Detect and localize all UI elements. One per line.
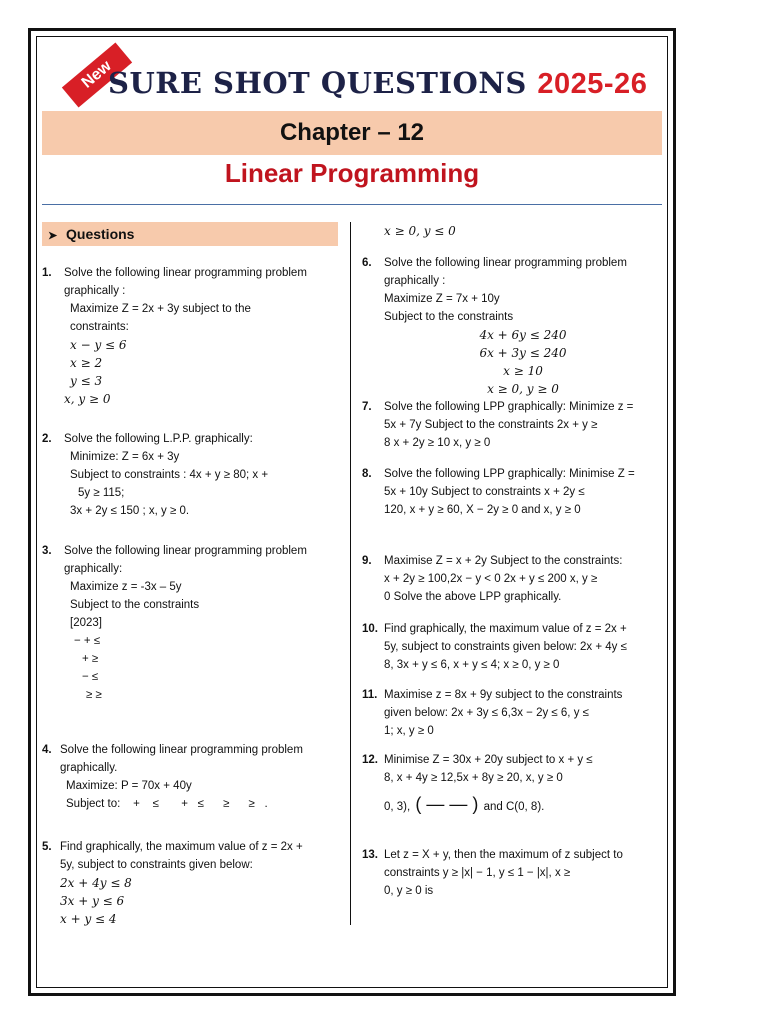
question-number: 10. [362,623,378,635]
constraint: x ≥ 0, y ≤ 0 [384,224,456,238]
question-text: Subject to constraints : 4x + y ≥ 80; x + [70,469,269,481]
question-6 [362,254,662,398]
question-number: 6. [362,257,372,269]
question-number: 1. [42,267,52,279]
questions-section-header [42,222,338,246]
question-number: 5. [42,841,52,853]
fraction-point: ( — — ) [415,794,479,814]
constraint: x − y ≤ 6 [70,338,127,352]
chapter-heading: Chapter – 12 [42,111,662,155]
question-text [384,795,662,816]
question-text: Maximize z = -3x – 5y [70,581,182,593]
question-text: x + 2y ≥ 100,2x − y < 0 2x + y ≤ 200 x, y ≥ [384,573,598,585]
question-text: Find graphically, the maximum value of z = 2x + [60,841,303,853]
question-text: 5x + 10y Subject to constraints x + 2y ≤ [384,486,585,498]
constraint: 6x + 3y ≤ 240 [479,346,567,360]
question-text: graphically. [60,762,118,774]
constraint: x + y ≤ 4 [60,912,117,926]
question-text: 8, 3x + y ≤ 6, x + y ≤ 4; x ≥ 0, y ≥ 0 [384,659,560,671]
question-text: graphically : [384,275,446,287]
question-text: given below: 2x + 3y ≤ 6,3x − 2y ≤ 6, y ≤ [384,707,589,719]
new-ribbon-badge: New [62,43,132,108]
question-number: 3. [42,545,52,557]
question-5-continued [362,222,662,240]
constraint: − ≤ [82,671,99,683]
constraint: y ≤ 3 [70,374,103,388]
constraint: x, y ≥ 0 [64,392,111,406]
question-text: 120, x + y ≥ 60, X − 2y ≥ 0 and x, y ≥ 0 [384,504,581,516]
question-text: Minimise Z = 30x + 20y subject to x + y ≤ [384,754,593,766]
constraint: 3x + y ≤ 6 [60,894,125,908]
point-fragment: and C(0, 8). [483,801,545,813]
question-text: [2023] [70,617,102,629]
question-text: 5x + 7y Subject to the constraints 2x + y ≥ [384,419,598,431]
question-text: 0 Solve the above LPP graphically. [384,591,562,603]
question-text: Maximise Z = x + 2y Subject to the constraints: [384,555,623,567]
constraint: 2x + 4y ≤ 8 [60,876,132,890]
question-1 [42,264,334,408]
constraint: ≥ ≥ [86,689,102,701]
question-9 [362,552,662,606]
question-number: 13. [362,849,378,861]
question-text: Maximise z = 8x + 9y subject to the constraints [384,689,623,701]
question-text: Maximize: P = 70x + 40y [66,780,192,792]
constraint: x ≥ 2 [70,356,103,370]
question-number: 11. [362,689,378,701]
question-12 [362,751,662,816]
point-fragment: 0, 3), [384,801,411,813]
question-text: Subject to: + ≤ + ≤ ≥ ≥ . [66,798,268,810]
question-10 [362,620,662,674]
question-number: 4. [42,744,52,756]
question-text: Solve the following linear programming problem [64,267,307,279]
question-number: 12. [362,754,378,766]
question-text: constraints y ≥ |x| − 1, y ≤ 1 − |x|, x ≥ [384,867,571,879]
constraint: x ≥ 0, y ≥ 0 [487,382,559,396]
section-label: Questions [66,226,135,242]
question-11 [362,686,662,740]
question-4 [42,741,334,813]
question-text: 1; x, y ≥ 0 [384,725,434,737]
question-text: 5y ≥ 115; [78,487,125,499]
question-text: Subject to the constraints [384,311,514,323]
question-text: graphically : [64,285,126,297]
question-text: Maximize Z = 2x + 3y subject to the [70,303,251,315]
question-number: 8. [362,468,372,480]
question-text: Solve the following linear programming problem [64,545,307,557]
arrow-bullet-icon: ➤ [48,230,58,242]
question-text: Subject to the constraints [70,599,200,611]
question-3 [42,542,334,704]
question-5 [42,838,334,928]
brand-title [108,66,647,101]
question-text: Find graphically, the maximum value of z = 2x + [384,623,627,635]
question-text: constraints: [70,321,129,333]
question-text: Solve the following L.P.P. graphically: [64,433,253,445]
question-text: 8, x + 4y ≥ 12,5x + 8y ≥ 20, x, y ≥ 0 [384,772,563,784]
question-number: 2. [42,433,52,445]
constraint: + ≥ [82,653,99,665]
question-text: Minimize: Z = 6x + 3y [70,451,180,463]
question-text: Solve the following linear programming problem [384,257,627,269]
constraint: 4x + 6y ≤ 240 [479,328,567,342]
constraint: − + ≤ [74,635,101,647]
chapter-subject: Linear Programming [224,158,480,188]
question-number: 7. [362,401,372,413]
question-2 [42,430,334,520]
question-text: 5y, subject to constraints given below: 2x + 4y ≤ [384,641,627,653]
question-8 [362,465,662,519]
question-text: Solve the following LPP graphically: Minimise Z = [384,468,635,480]
question-text: Maximize Z = 7x + 10y [384,293,500,305]
constraint: x ≥ 10 [503,364,543,378]
title-main: SURE SHOT QUESTIONS [108,66,527,100]
question-13 [362,846,662,900]
question-text: graphically: [64,563,123,575]
title-year: 2025-26 [537,68,648,100]
question-text: 5y, subject to constraints given below: [60,859,253,871]
question-text: 0, y ≥ 0 is [384,885,434,897]
question-text: 8 x + 2y ≥ 10 x, y ≥ 0 [384,437,491,449]
question-7 [362,398,662,452]
question-text: 3x + 2y ≤ 150 ; x, y ≥ 0. [70,505,190,517]
question-text: Solve the following linear programming problem [60,744,303,756]
question-text: Let z = X + y, then the maximum of z subject to [384,849,623,861]
question-text: Solve the following LPP graphically: Minimize z = [384,401,634,413]
question-number: 9. [362,555,372,567]
column-divider [350,222,351,925]
title-divider [42,204,662,205]
